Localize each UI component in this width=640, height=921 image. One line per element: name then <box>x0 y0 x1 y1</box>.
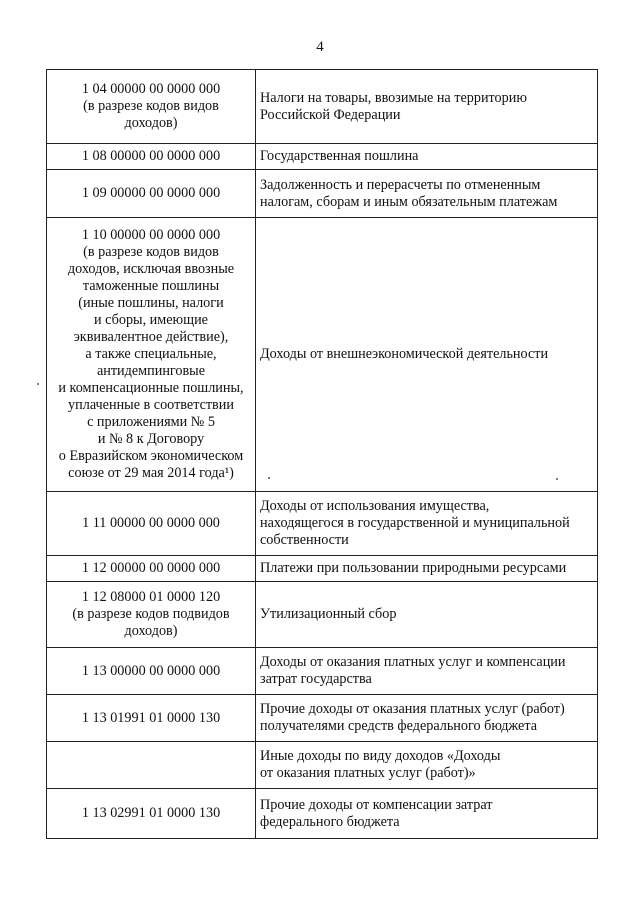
page-number: 4 <box>316 39 324 55</box>
revenue-code-cell <box>47 556 256 582</box>
revenue-name-cell <box>256 742 598 789</box>
name-line: Доходы от использования имущества, <box>260 498 490 514</box>
name-line: Иные доходы по виду доходов «Доходы <box>260 748 501 764</box>
revenue-name-cell <box>256 582 598 648</box>
code-line: 1 04 00000 00 0000 000 <box>81 81 221 97</box>
revenue-name-cell <box>256 218 598 492</box>
revenue-code-cell <box>47 789 256 839</box>
revenue-code-cell <box>47 648 256 695</box>
name-line: Российской Федерации <box>260 106 401 123</box>
code-line: эквивалентное действие), <box>73 329 229 345</box>
revenue-code-cell <box>47 582 256 648</box>
code-line: 1 08 00000 00 0000 000 <box>81 148 221 164</box>
name-line: находящегося в государственной и муниципальной <box>260 515 570 531</box>
table-row <box>47 556 598 582</box>
code-line: (иные пошлины, налоги <box>78 295 224 311</box>
revenue-name-cell <box>256 648 598 695</box>
revenue-name-cell <box>256 170 598 218</box>
code-line: о Евразийском экономическом <box>58 448 244 464</box>
code-line: 1 11 00000 00 0000 000 <box>82 515 220 531</box>
revenue-name-cell <box>256 144 598 170</box>
code-line: 1 13 00000 00 0000 000 <box>81 662 221 679</box>
name-line: Доходы от внешнеэкономической деятельности <box>260 346 549 362</box>
code-line: 1 13 01991 01 0000 130 <box>81 709 221 726</box>
name-line: налогам, сборам и иным обязательным платежам <box>260 193 558 210</box>
revenue-code-cell <box>47 218 256 492</box>
table-row <box>47 742 598 789</box>
revenue-code-cell <box>47 144 256 170</box>
revenue-name-cell <box>256 789 598 839</box>
revenue-name-cell <box>256 492 598 556</box>
name-line: федерального бюджета <box>260 813 400 830</box>
code-line: и сборы, имеющие <box>94 312 208 328</box>
name-line: собственности <box>260 532 349 548</box>
code-line: союзе от 29 мая 2014 года¹) <box>68 465 234 481</box>
revenue-code-cell <box>47 695 256 742</box>
code-line: 1 13 02991 01 0000 130 <box>81 805 221 821</box>
code-line: доходов) <box>124 115 178 131</box>
table-row <box>47 218 598 492</box>
code-line: 1 12 00000 00 0000 000 <box>81 560 221 576</box>
code-line: доходов) <box>124 623 178 639</box>
table-row <box>47 170 598 218</box>
scan-speck <box>37 383 39 385</box>
code-line: таможенные пошлины <box>82 278 220 294</box>
code-line: (в разрезе кодов подвидов <box>72 606 230 622</box>
revenue-codes-table <box>46 69 598 839</box>
table-row <box>47 492 598 556</box>
revenue-code-cell <box>47 492 256 556</box>
code-line: доходов, исключая ввозные <box>67 261 235 277</box>
revenue-code-cell <box>47 170 256 218</box>
name-line: Налоги на товары, ввозимые на территорию <box>260 89 527 106</box>
revenue-name-cell <box>256 70 598 144</box>
code-line: уплаченные в соответствии <box>68 397 234 413</box>
name-line: Задолженность и перерасчеты по отмененным <box>260 176 541 193</box>
name-line: Утилизационный сбор <box>260 606 397 622</box>
code-line: 1 12 08000 01 0000 120 <box>81 589 221 605</box>
revenue-name-cell <box>256 695 598 742</box>
revenue-code-cell-empty <box>47 742 256 789</box>
name-line: Прочие доходы от оказания платных услуг (работ) <box>260 701 565 717</box>
code-line: 1 09 00000 00 0000 000 <box>81 185 221 201</box>
code-line: и компенсационные пошлины, <box>58 380 244 396</box>
table-row <box>47 70 598 144</box>
table-row <box>47 144 598 170</box>
name-line: Платежи при пользовании природными ресурсами <box>260 560 567 576</box>
code-line: 1 10 00000 00 0000 000 <box>81 227 221 243</box>
name-line: Государственная пошлина <box>260 148 419 164</box>
name-line: от оказания платных услуг (работ)» <box>260 765 476 781</box>
name-line: получателями средств федерального бюджета <box>260 718 537 734</box>
table-row <box>47 648 598 695</box>
table-row <box>47 695 598 742</box>
code-line: а также специальные, <box>85 346 217 362</box>
table-row <box>47 582 598 648</box>
name-line: затрат государства <box>260 671 372 687</box>
scan-speck <box>268 477 270 479</box>
code-line: антидемпинговые <box>96 363 206 379</box>
code-line: (в разрезе кодов видов <box>83 98 219 114</box>
revenue-name-cell <box>256 556 598 582</box>
revenue-code-cell <box>47 70 256 144</box>
scan-speck <box>556 478 558 480</box>
code-line: с приложениями № 5 <box>87 414 215 430</box>
name-line: Прочие доходы от компенсации затрат <box>260 796 493 813</box>
code-line: (в разрезе кодов видов <box>83 244 219 260</box>
name-line: Доходы от оказания платных услуг и компенсации <box>260 654 566 670</box>
table-row <box>47 789 598 839</box>
code-line: и № 8 к Договору <box>97 431 205 447</box>
